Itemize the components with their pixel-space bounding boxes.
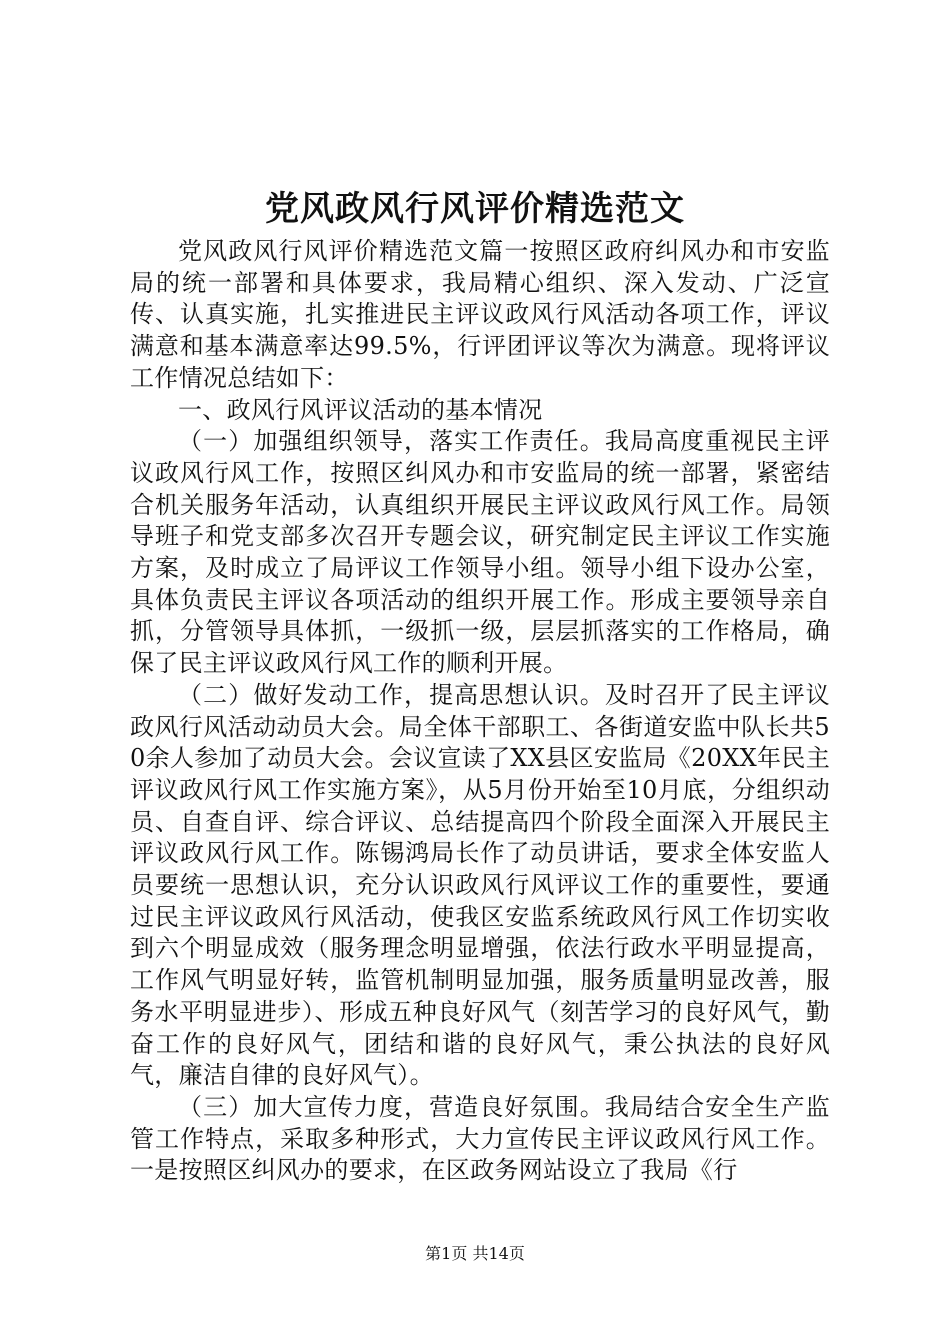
paragraph-intro: 党风政风行风评价精选范文篇一按照区政府纠风办和市安监局的统一部署和具体要求，我局精心组织、深入发动、广泛宣传、认真实施，扎实推进民主评议政风行风活动各项工作，评议满意和基本满意率达99.5%，行评团评议等次为满意。现将评议工作情况总结如下：	[130, 237, 830, 392]
paragraph-section-2: （二）做好发动工作，提高思想认识。及时召开了民主评议政风行风活动动员大会。局全体干部职工、各街道安监中队长共50余人参加了动员大会。会议宣读了XX县区安监局《20XX年民主评议政风行风工作实施方案》，从5月份开始至10月底，分组织动员、自查自评、综合评议、总结提高四个阶段全面深入开展民主评议政风行风工作。陈锡鸿局长作了动员讲话，要求全体安监人员要统一思想认识，充分认识政风行风评议工作的重要性，要通过民主评议政风行风活动，使我区安监系统政风行风工作切实收到六个明显成效（服务理念明显增强，依法行政水平明显提高，工作风气明显好转，监管机制明显加强，服务质量明显改善，服务水平明显进步）、形成五种良好风气（刻苦学习的良好风气，勤奋工作的良好风气，团结和谐的良好风气，秉公执法的良好风气，廉洁自律的良好风气）。	[130, 680, 830, 1090]
document-title: 党风政风行风评价精选范文	[265, 189, 685, 229]
page-total: 共14页	[472, 1244, 525, 1263]
page-footer	[0, 1243, 950, 1265]
paragraph-section-1: （一）加强组织领导，落实工作责任。我局高度重视民主评议政风行风工作，按照区纠风办和市安监局的统一部署，紧密结合机关服务年活动，认真组织开展民主评议政风行风工作。局领导班子和党支部多次召开专题会议，研究制定民主评议工作实施方案，及时成立了局评议工作领导小组。领导小组下设办公室，具体负责民主评议各项活动的组织开展工作。形成主要领导亲自抓，分管领导具体抓，一级抓一级，层层抓落实的工作格局，确保了民主评议政风行风工作的顺利开展。	[130, 427, 830, 678]
page-number: 第1页	[425, 1244, 468, 1263]
document-body	[130, 236, 830, 1187]
section-heading: 一、政风行风评议活动的基本情况	[178, 395, 543, 424]
paragraph-section-3: （三）加大宣传力度，营造良好氛围。我局结合安全生产监管工作特点，采取多种形式，大力宣传民主评议政风行风工作。一是按照区纠风办的要求，在区政务网站设立了我局《行	[130, 1092, 830, 1185]
